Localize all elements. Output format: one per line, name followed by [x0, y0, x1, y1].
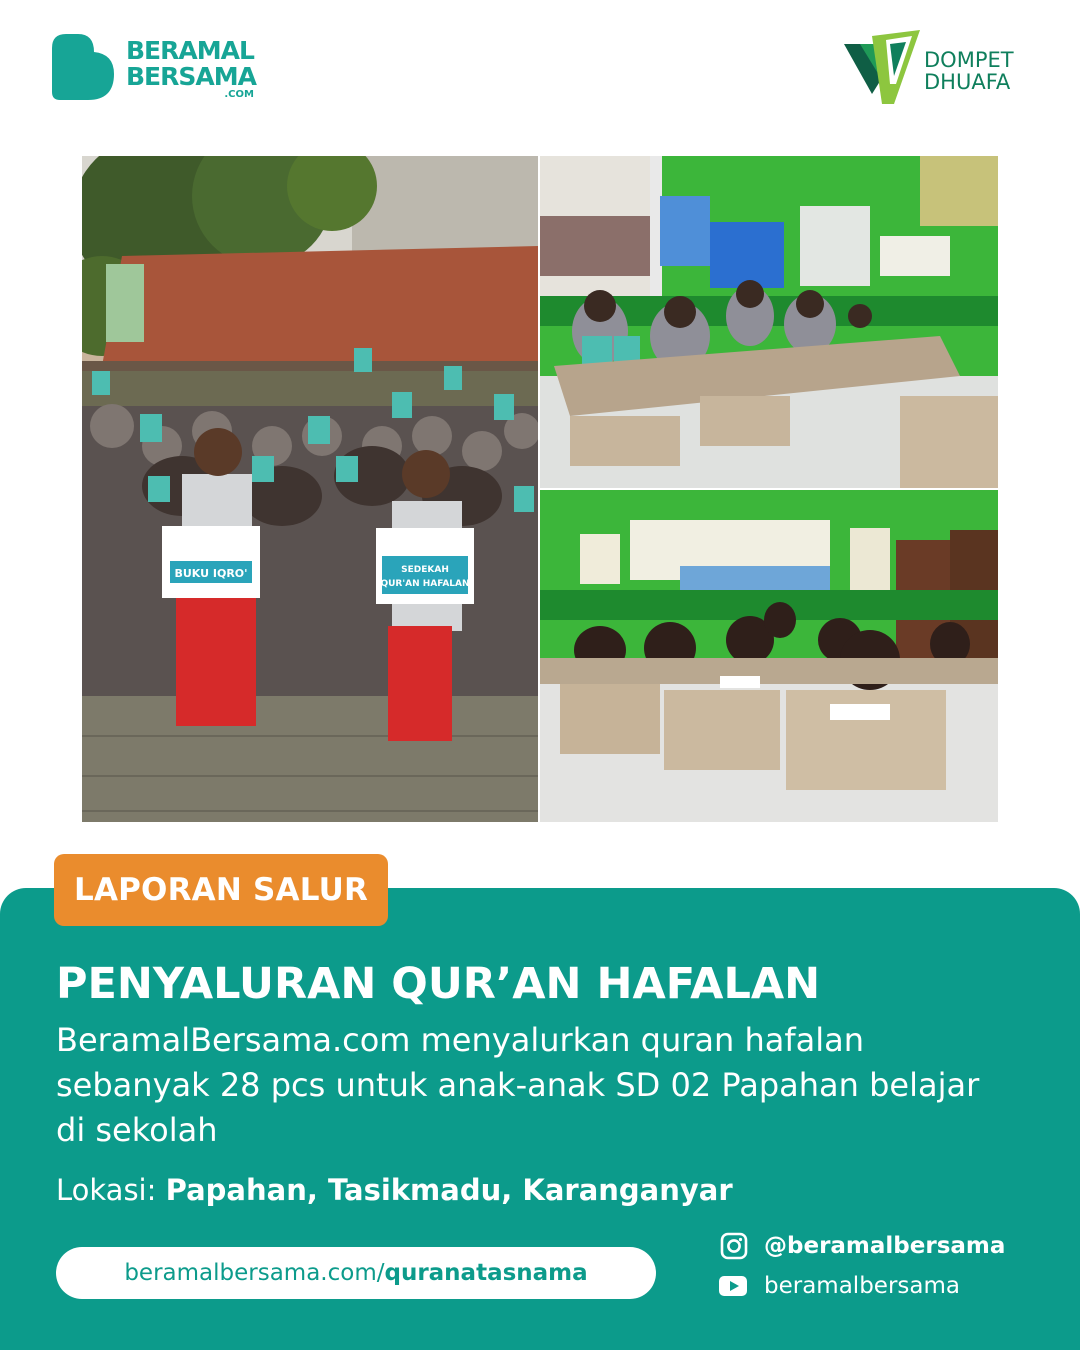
youtube-icon	[718, 1272, 748, 1300]
report-location	[56, 1170, 1016, 1210]
location-label: Lokasi:	[56, 1173, 166, 1207]
dompet-dhuafa-logo	[842, 30, 1042, 106]
logo-line-3: .COM	[224, 89, 254, 100]
sign-right-text-1: SEDEKAH	[401, 565, 449, 575]
youtube-text: beramalbersama	[764, 1273, 960, 1299]
url-domain: beramalbersama.com/	[124, 1260, 385, 1286]
report-tag: LAPORAN SALUR	[54, 854, 388, 926]
photo-collage	[82, 156, 998, 822]
dompet-dhuafa-logo-icon	[842, 30, 922, 104]
location-value: Papahan, Tasikmadu, Karanganyar	[165, 1173, 733, 1207]
report-description: BeramalBersama.com menyalurkan quran hafalan sebanyak 28 pcs untuk anak-anak SD 02 Papahan belajar di sekolah	[56, 1021, 980, 1149]
photo-classroom-girls	[540, 490, 998, 822]
beramal-bersama-logo-icon	[52, 34, 114, 100]
logo-line-1: BERAMAL	[126, 36, 254, 65]
beramal-bersama-logo	[52, 34, 292, 104]
students-outdoor-image	[82, 156, 538, 822]
instagram-handle[interactable]	[718, 1229, 1048, 1263]
beramal-bersama-wordmark	[126, 38, 256, 100]
youtube-channel[interactable]	[718, 1269, 1048, 1303]
classroom-girls-image	[540, 490, 998, 822]
photo-students-outdoor	[82, 156, 538, 822]
dompet-dhuafa-wordmark	[924, 49, 1014, 93]
sign-right-text-2: QUR'AN HAFALAN	[380, 579, 470, 589]
dompet-line-1: DOMPET	[924, 48, 1014, 72]
dompet-line-2: DHUAFA	[924, 70, 1011, 94]
campaign-url[interactable]	[56, 1247, 656, 1299]
sign-left-text: BUKU IQRO'	[174, 567, 248, 580]
photo-classroom-boys	[540, 156, 998, 488]
url-path: quranatasnama	[384, 1260, 588, 1286]
logo-line-2: BERSAMA	[126, 62, 256, 91]
instagram-text: @beramalbersama	[764, 1233, 1006, 1259]
report-title: PENYALURAN QUR’AN HAFALAN	[56, 959, 821, 1009]
instagram-icon	[718, 1232, 748, 1260]
classroom-boys-image	[540, 156, 998, 488]
